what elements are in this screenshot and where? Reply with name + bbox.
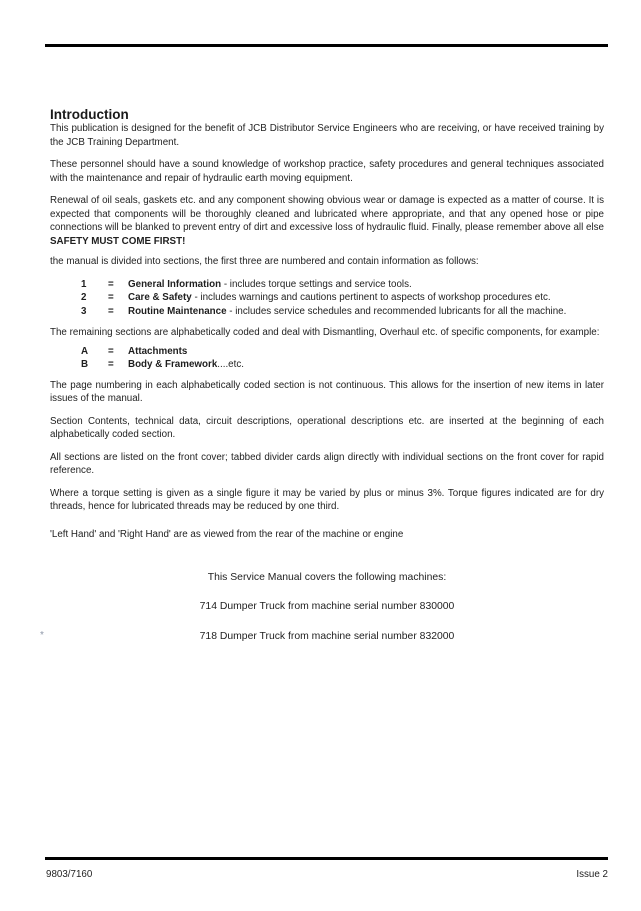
- revision-marker-icon: *: [40, 630, 44, 641]
- list-item: [50, 305, 604, 319]
- machine-line-718: 718 Dumper Truck from machine serial number 832000: [199, 631, 455, 642]
- equals-sign: =: [108, 292, 114, 303]
- issue-number: Issue 2: [576, 869, 608, 880]
- list-item: [50, 358, 604, 372]
- list-item: [50, 291, 604, 305]
- paragraph-knowledge: These personnel should have a sound knowledge of workshop practice, safety procedures and general techniques associated with the maintenance and repair of hydraulic earth moving equipment.: [50, 159, 604, 184]
- page-title: Introduction: [50, 107, 129, 122]
- paragraph-left-right-hand: 'Left Hand' and 'Right Hand' are as viewed from the rear of the machine or engine: [50, 528, 404, 540]
- equals-sign: =: [108, 278, 114, 290]
- paragraph-renewal: [50, 194, 604, 248]
- section-title: Care & Safety: [128, 292, 192, 303]
- section-title: General Information: [128, 278, 222, 290]
- machines-lead-line: This Service Manual covers the following machines:: [207, 572, 447, 583]
- paragraph-renewal-text: Renewal of oil seals, gaskets etc. and any component showing obvious wear or damage is expected as a matter of course. It is expected that components will be thoroughly cleaned and lubricated where appropriate, and that any opened hose or pipe connections will be blanked to prevent entry of dirt and excessive loss of hydraulic fluid. Finally, please remember above all else: [50, 195, 604, 233]
- page-content: [50, 107, 604, 660]
- section-title: Routine Maintenance: [128, 305, 227, 317]
- section-number: 2: [81, 292, 87, 303]
- section-description: [128, 278, 604, 292]
- section-detail: - includes service schedules and recommended lubricants for all the machine.: [226, 305, 567, 317]
- section-detail: - includes torque settings and service tools.: [221, 278, 412, 290]
- machines-covered-block: [50, 571, 604, 644]
- machine-line-714: 714 Dumper Truck from machine serial number 830000: [199, 601, 455, 612]
- list-item: [50, 278, 604, 292]
- section-detail: ....etc.: [217, 359, 244, 370]
- section-title: Body & Framework: [128, 359, 218, 370]
- paragraph-page-numbering: The page numbering in each alphabetically coded section is not continuous. This allows for the insertion of new items in later issues of the manual.: [50, 379, 604, 404]
- paragraph-audience: This publication is designed for the benefit of JCB Distributor Service Engineers who are receiving, or have received training by the JCB Training Department.: [50, 123, 604, 148]
- publication-number: 9803/7160: [46, 869, 93, 880]
- paragraph-section-contents: Section Contents, technical data, circuit descriptions, operational descriptions etc. are inserted at the beginning of each alphabetically coded section.: [50, 415, 604, 440]
- section-description: [128, 345, 604, 359]
- paragraph-torque: Where a torque setting is given as a single figure it may be varied by plus or minus 3%. Torque figures indicated are for dry threads, hence for lubricated threads may be reduced by one third.: [50, 487, 604, 512]
- section-description: [128, 305, 604, 319]
- bottom-rule: [45, 857, 608, 860]
- section-description: [128, 358, 604, 372]
- section-letter: B: [81, 359, 89, 370]
- top-rule: [45, 44, 608, 47]
- equals-sign: =: [108, 359, 114, 370]
- equals-sign: =: [108, 345, 114, 357]
- section-title: Attachments: [128, 345, 188, 357]
- section-detail: - includes warnings and cautions pertinent to aspects of workshop procedures etc.: [191, 292, 551, 303]
- equals-sign: =: [108, 305, 114, 317]
- section-number: 1: [81, 278, 87, 290]
- section-number: 3: [81, 305, 87, 317]
- section-letter: A: [81, 345, 89, 357]
- paragraph-remaining-sections: The remaining sections are alphabetically coded and deal with Dismantling, Overhaul etc. of specific components, for example:: [50, 327, 600, 338]
- lettered-section-list: [50, 345, 604, 372]
- numbered-section-list: [50, 278, 604, 319]
- paragraph-sections-intro: the manual is divided into sections, the first three are numbered and contain information as follows:: [50, 256, 479, 267]
- safety-warning: SAFETY MUST COME FIRST!: [50, 235, 186, 247]
- list-item: [50, 345, 604, 359]
- section-description: [128, 291, 604, 305]
- paragraph-front-cover: All sections are listed on the front cover; tabbed divider cards align directly with individual sections on the front cover for rapid reference.: [50, 451, 604, 476]
